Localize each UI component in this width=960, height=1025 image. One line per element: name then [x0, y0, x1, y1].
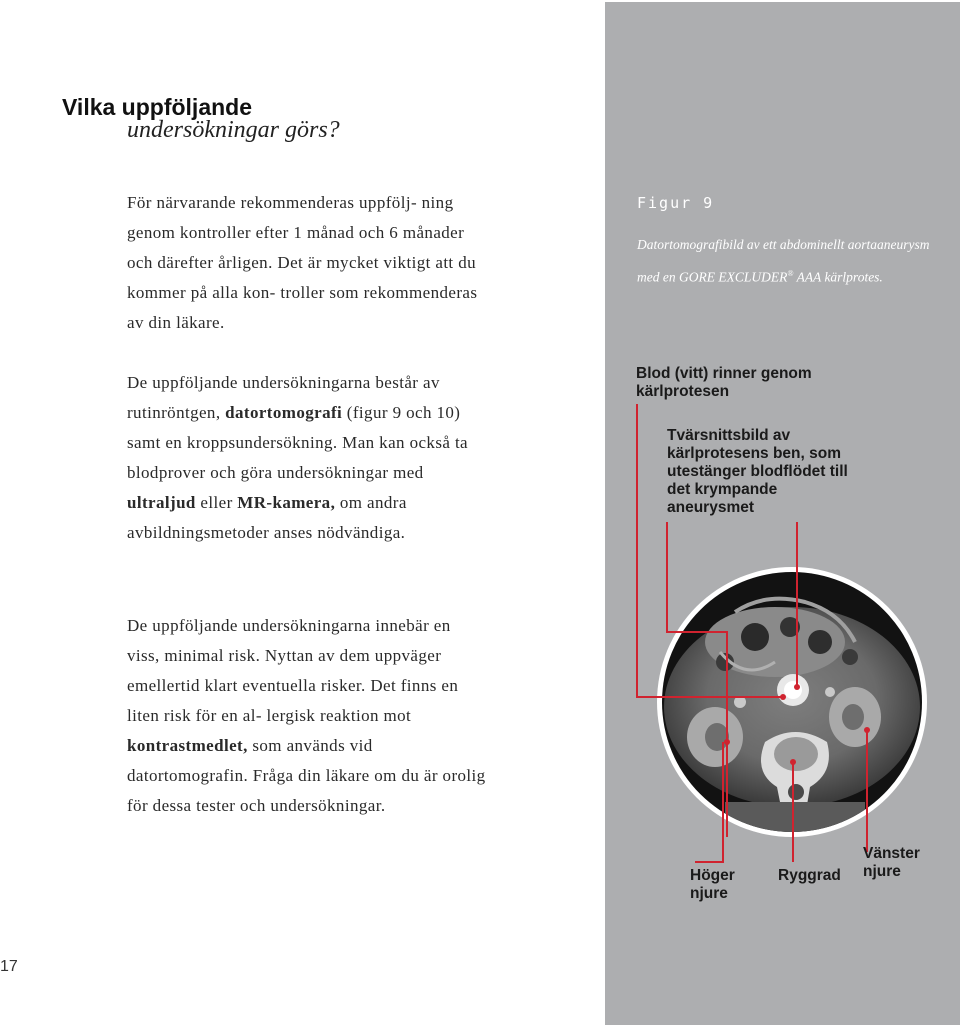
label-right-kidney: Höger njure: [690, 867, 735, 902]
page-number: 17: [0, 958, 18, 975]
registered-mark: ®: [787, 268, 794, 278]
methods-paragraph: [127, 368, 487, 548]
term-ultraljud: ultraljud: [127, 493, 196, 512]
label-cross-section: Tvärsnittsbild av kärlprotesens ben, som utestänger blodflödet till det krympande aneurysmet: [667, 427, 848, 516]
page-subtitle: undersökningar görs?: [127, 117, 340, 143]
figure-label: Figur 9: [637, 194, 715, 212]
risk-text-1: De uppföljande undersökningarna innebär en viss, minimal risk. Nyttan av dem uppväger emellertid klart eventuella risker. Det finns en liten risk för en al- lergisk reaktion mot: [127, 616, 459, 725]
figure-panel: [605, 2, 960, 1025]
page-title: Vilka uppföljande: [62, 94, 252, 120]
term-kontrastmedlet: kontrastmedlet,: [127, 736, 248, 755]
intro-paragraph: För närvarande rekommenderas uppfölj- ning genom kontroller efter 1 månad och 6 månader och därefter årligen. Det är mycket viktigt att du kommer på alla kon- troller som rekommenderas av din läkare.: [127, 193, 478, 332]
term-mr-kamera: MR-kamera,: [237, 493, 336, 512]
risk-paragraph: [127, 611, 487, 821]
caption-text-2: AAA kärlprotes.: [793, 269, 883, 284]
label-blood-flow: Blod (vitt) rinner genom kärlprotesen: [636, 365, 812, 400]
methods-text-4: om andra avbildningsmetoder anses nödvändiga.: [127, 493, 407, 542]
methods-text-2: (figur 9 och 10) samt en kroppsundersökning. Man kan också ta blodprover och göra undersökningar med: [127, 403, 469, 482]
risk-text-2: som används vid datortomografin. Fråga din läkare om du är orolig för dessa tester och undersökningar.: [127, 736, 486, 815]
term-datortomografi: datortomografi: [225, 403, 343, 422]
methods-text-1: De uppföljande undersökningarna består av rutinröntgen,: [127, 373, 440, 422]
label-spine: Ryggrad: [778, 867, 841, 884]
methods-text-3: eller: [195, 493, 238, 512]
label-left-kidney: Vänster njure: [863, 845, 920, 880]
caption-text-1: Datortomografibild av ett abdominellt aortaaneurysm med en GORE EXCLUDER: [637, 237, 930, 284]
